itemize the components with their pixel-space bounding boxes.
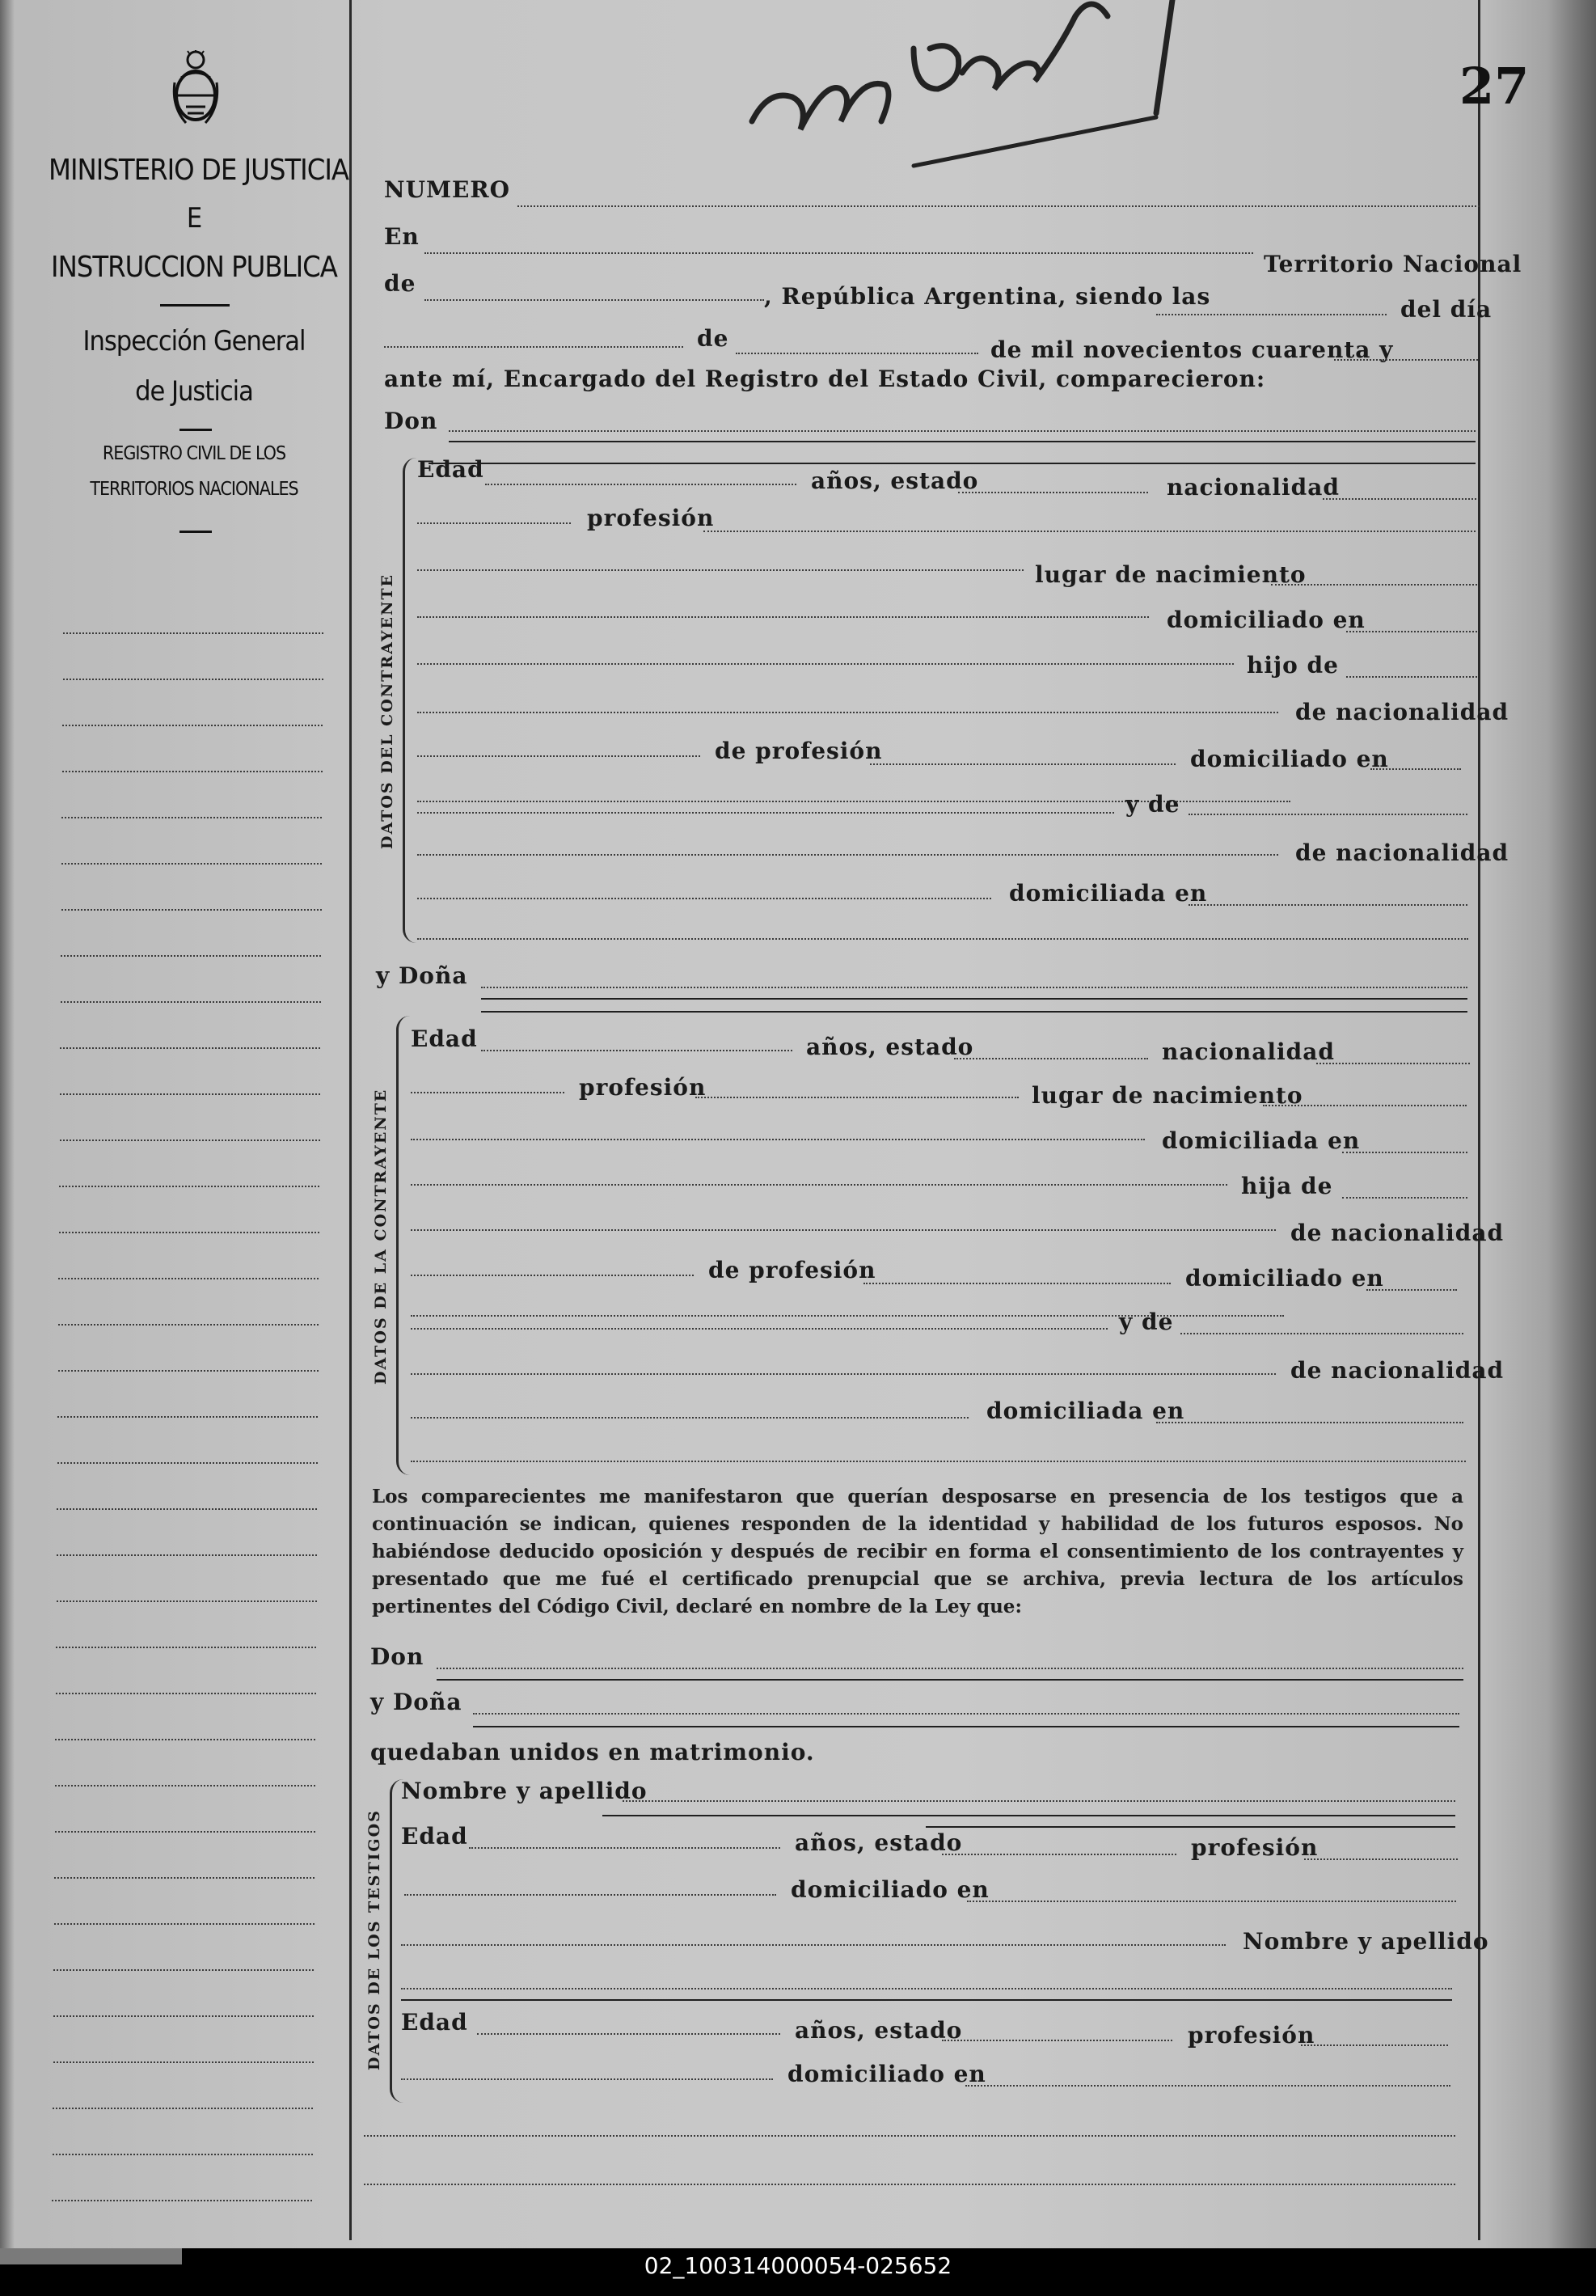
- field-estado-1: [942, 1854, 1176, 1855]
- registry-title: REGISTRO CIVIL DE LOS: [102, 443, 286, 464]
- label-domiciliado2: domiciliado en: [1190, 746, 1389, 772]
- side-label-contrayente: DATOS DEL CONTRAYENTE: [378, 573, 396, 849]
- label-anos: años, estado: [811, 467, 979, 494]
- margin-line: [61, 863, 322, 865]
- label-de-nacionalidad: de nacionalidad: [1290, 1220, 1505, 1246]
- field-domicilio-padre: [1370, 768, 1461, 770]
- rule: [926, 1826, 1455, 1828]
- label-profesion: profesión: [579, 1074, 707, 1101]
- field-lugar: [1271, 584, 1477, 586]
- field-don-2: [437, 1668, 1463, 1669]
- field-line: [417, 812, 1114, 814]
- field-domicilio-padre: [1366, 1289, 1457, 1291]
- scan-id: 02_100314000054-025652: [644, 2252, 952, 2279]
- label-republica: , República Argentina, siendo las: [764, 283, 1211, 310]
- brace: [403, 458, 416, 943]
- field-line: [417, 712, 1278, 713]
- margin-line: [59, 1186, 319, 1187]
- field-line: [417, 663, 1234, 665]
- field-de: [424, 299, 764, 301]
- field-domicilio-madre: [1156, 1422, 1463, 1423]
- field-line: [411, 1139, 1145, 1140]
- field-line: [417, 898, 991, 899]
- rule: [401, 1999, 1452, 2001]
- field-prof-a: [417, 522, 571, 524]
- margin-line: [53, 2061, 314, 2063]
- field-domicilio: [1342, 1152, 1467, 1153]
- field-line: [417, 854, 1278, 856]
- margin-line: [61, 1001, 321, 1003]
- margin-line: [62, 725, 323, 726]
- field-prof-a: [411, 1092, 564, 1093]
- field-line: [411, 1328, 1108, 1330]
- label-en: En: [384, 223, 420, 250]
- label-territorio: Territorio Nacional: [1264, 251, 1522, 277]
- field-anio: [1334, 359, 1478, 361]
- field-line: [401, 1944, 1226, 1946]
- margin-line: [55, 1831, 315, 1833]
- margin-line: [53, 2015, 314, 2017]
- field-dia: [384, 346, 683, 348]
- rule: [481, 998, 1467, 1000]
- label-domiciliada2: domiciliada en: [986, 1397, 1185, 1424]
- label-lugar: lugar de nacimiento: [1032, 1082, 1303, 1109]
- field-madre: [1180, 1333, 1463, 1334]
- margin-line: [62, 771, 323, 772]
- field-line: [404, 1894, 776, 1896]
- field-madre: [1189, 814, 1467, 815]
- field-line: [411, 1373, 1276, 1375]
- label-nacionalidad: nacionalidad: [1167, 474, 1340, 501]
- field-mes: [736, 353, 978, 354]
- margin-line: [61, 817, 322, 818]
- field-edad: [485, 484, 796, 485]
- field-don: [449, 430, 1476, 432]
- field-nacionalidad: [1323, 498, 1476, 500]
- field-profesion: [703, 531, 1476, 532]
- field-domicilio-1: [967, 1901, 1456, 1902]
- divider: [179, 531, 212, 533]
- right-margin-rule: [1478, 0, 1480, 2240]
- field-padre: [1342, 1197, 1467, 1199]
- label-edad-1: Edad: [401, 1823, 468, 1850]
- field-estado: [954, 1058, 1148, 1059]
- label-de-nacionalidad2: de nacionalidad: [1295, 839, 1509, 866]
- margin-line: [57, 1462, 318, 1464]
- field-line: [411, 1417, 969, 1419]
- field-line: [417, 569, 1024, 571]
- field-line: [411, 1461, 1466, 1462]
- label-domiciliado: domiciliado en: [1185, 1265, 1384, 1292]
- field-padre: [1346, 676, 1477, 678]
- field-nombre-1: [623, 1800, 1455, 1802]
- rule: [429, 463, 1476, 464]
- label-profesion-2: profesión: [1188, 2022, 1315, 2049]
- field-line: [411, 1275, 694, 1276]
- label-y-de: y de: [1119, 1309, 1174, 1335]
- label-de-profesion: de profesión: [708, 1257, 876, 1283]
- label-lugar: lugar de nacimiento: [1035, 561, 1307, 588]
- divider: [179, 429, 212, 431]
- brace: [396, 1016, 410, 1475]
- label-de-profesion: de profesión: [715, 738, 883, 764]
- margin-line: [60, 1047, 320, 1049]
- label-ante: ante mí, Encargado del Registro del Estado Civil, comparecieron:: [384, 366, 1266, 392]
- rule: [437, 1679, 1463, 1681]
- justice-title: de Justicia: [135, 375, 253, 408]
- coat-of-arms-icon: [170, 50, 222, 128]
- field-line: [417, 755, 700, 757]
- rule: [481, 1011, 1467, 1013]
- label-edad-2: Edad: [401, 2009, 468, 2036]
- sidebar-divider: [349, 0, 352, 2240]
- margin-line: [57, 1600, 317, 1602]
- margin-line: [52, 2200, 312, 2201]
- label-nombre-1: Nombre y apellido: [401, 1778, 648, 1804]
- field-nacionalidad: [1316, 1063, 1470, 1064]
- field-numero: [517, 205, 1480, 207]
- label-nombre-2: Nombre y apellido: [1243, 1928, 1489, 1955]
- field-profesion-2: [1301, 2044, 1448, 2046]
- margin-line: [54, 1923, 315, 1925]
- ministry-title-2: INSTRUCCION PUBLICA: [51, 251, 337, 284]
- field-line: [364, 2184, 1455, 2185]
- margin-line: [63, 679, 323, 680]
- field-edad-1: [469, 1847, 780, 1849]
- label-edad: Edad: [417, 456, 484, 483]
- label-mil: de mil novecientos cuarenta y: [990, 336, 1394, 363]
- page-number: 27: [1459, 57, 1530, 116]
- territories-title: TERRITORIOS NACIONALES: [90, 479, 298, 500]
- field-line: [417, 938, 1468, 940]
- margin-line: [55, 1739, 315, 1740]
- label-de-nacionalidad2: de nacionalidad: [1290, 1357, 1505, 1384]
- margin-line: [57, 1554, 317, 1556]
- field-estado-2: [942, 2040, 1172, 2041]
- binding-shadow: [1547, 0, 1596, 2248]
- label-hija: hija de: [1241, 1173, 1333, 1199]
- field-nombre-2: [401, 1988, 1452, 1989]
- field-prof-padre: [870, 763, 1176, 765]
- margin-line: [53, 2154, 313, 2155]
- inspection-title: Inspección General: [82, 325, 306, 357]
- label-domiciliado: domiciliado en: [1167, 607, 1366, 633]
- field-line: [411, 1229, 1276, 1231]
- field-en: [424, 252, 1253, 254]
- label-domiciliada: domiciliada en: [1162, 1127, 1361, 1154]
- side-label-contrayenta: DATOS DE LA CONTRAYENTE: [372, 1088, 390, 1385]
- field-edad: [481, 1050, 792, 1051]
- margin-line: [56, 1693, 316, 1694]
- label-profesion: profesión: [587, 505, 715, 531]
- margin-line: [53, 1969, 314, 1971]
- label-domiciliada: domiciliada en: [1009, 880, 1208, 907]
- field-line: [411, 1184, 1227, 1186]
- side-label-testigos: DATOS DE LOS TESTIGOS: [365, 1809, 383, 2070]
- label-de-nacionalidad: de nacionalidad: [1295, 699, 1509, 725]
- margin-line: [61, 955, 321, 957]
- divider: [160, 304, 230, 307]
- label-don: Don: [384, 408, 438, 434]
- field-lugar: [1263, 1105, 1467, 1106]
- field-domicilio: [1346, 631, 1477, 632]
- field-estado: [958, 492, 1148, 493]
- field-profesion-1: [1304, 1858, 1458, 1860]
- label-nacionalidad: nacionalidad: [1162, 1038, 1335, 1065]
- field-hora: [1156, 314, 1387, 315]
- label-numero: NUMERO: [384, 176, 511, 203]
- margin-line: [59, 1232, 319, 1233]
- label-de2: de: [697, 325, 729, 352]
- field-line: [417, 616, 1149, 618]
- field-dona: [481, 987, 1467, 988]
- label-anos-2: años, estado: [795, 2017, 963, 2044]
- declaration-paragraph: Los comparecientes me manifestaron que querían desposarse en presencia de los testigos que a continuación se indican, quienes responden de la identidad y habilidad de los futuros esposos. No habiéndose deducido oposición y después de recibir en forma el consentimiento de los contrayentes y presentado que me fué el certificado prenupcial que se archiva, previa lectura de los artículos pertinentes del Código Civil, declaré en nombre de la Ley que:: [372, 1486, 1463, 1617]
- margin-line: [60, 1093, 320, 1095]
- label-don-2: Don: [370, 1643, 424, 1670]
- label-del-dia: del día: [1400, 296, 1493, 323]
- margin-line: [57, 1416, 318, 1418]
- label-quedaban: quedaban unidos en matrimonio.: [370, 1739, 815, 1765]
- margin-line: [53, 2108, 313, 2109]
- label-anos-1: años, estado: [795, 1829, 963, 1856]
- field-profesion: [695, 1097, 1019, 1098]
- margin-line: [58, 1324, 319, 1326]
- field-prof-padre: [863, 1283, 1171, 1284]
- field-dona-2: [473, 1713, 1459, 1715]
- label-y-dona-2: y Doña: [370, 1689, 462, 1715]
- field-domicilio-2: [965, 2085, 1450, 2087]
- margin-line: [56, 1647, 316, 1648]
- field-domicilio-madre: [1189, 904, 1467, 906]
- rule: [473, 1726, 1459, 1727]
- rule: [602, 1815, 1455, 1816]
- margin-line: [55, 1785, 315, 1786]
- margin-line: [57, 1508, 317, 1510]
- margin-line: [61, 909, 322, 911]
- margin-line: [58, 1370, 319, 1372]
- margin-line: [54, 1877, 315, 1879]
- handwritten-signature: [720, 0, 1366, 186]
- ministry-conj: E: [186, 202, 202, 235]
- label-profesion-1: profesión: [1191, 1834, 1319, 1861]
- label-anos: años, estado: [806, 1034, 974, 1060]
- label-hijo: hijo de: [1247, 652, 1339, 679]
- label-domiciliado-1: domiciliado en: [791, 1876, 990, 1903]
- label-y-dona: y Doña: [376, 962, 468, 989]
- ministry-title: MINISTERIO DE JUSTICIA: [49, 154, 349, 187]
- margin-line: [63, 632, 323, 634]
- margin-line: [58, 1278, 319, 1279]
- label-y-de: y de: [1125, 791, 1180, 818]
- label-domiciliado-2: domiciliado en: [787, 2061, 986, 2087]
- field-edad-2: [477, 2033, 780, 2035]
- rule: [449, 441, 1476, 442]
- label-de: de: [384, 270, 416, 297]
- field-line: [364, 2135, 1455, 2137]
- field-line: [401, 2078, 773, 2080]
- margin-line: [60, 1140, 320, 1141]
- label-edad: Edad: [411, 1025, 478, 1052]
- page-edge-shadow: [0, 0, 15, 2248]
